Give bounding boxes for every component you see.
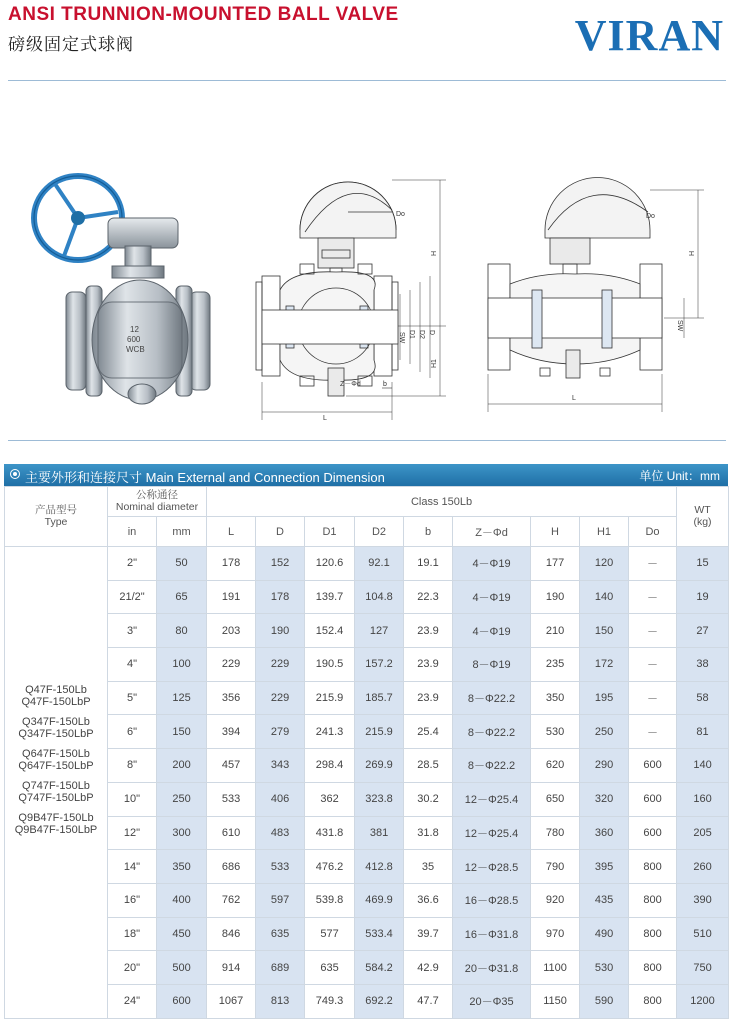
cell-h1: 490: [580, 917, 629, 951]
table-row: [5, 580, 729, 614]
cell-do: 800: [629, 883, 677, 917]
col-in: in: [108, 517, 157, 547]
cell-d: 533: [256, 850, 305, 884]
table-row: [5, 951, 729, 985]
cell-wt: 510: [677, 917, 729, 951]
cell-l: 394: [207, 715, 256, 749]
col-h1: H1: [580, 517, 629, 547]
table-row: [5, 782, 729, 816]
cell-b: 23.9: [404, 681, 453, 715]
cell-mm: 450: [157, 917, 207, 951]
cell-l: 356: [207, 681, 256, 715]
cell-in: 18": [108, 917, 157, 951]
col-d2: D2: [355, 517, 404, 547]
dimension-table: [4, 486, 729, 1019]
cell-d: 483: [256, 816, 305, 850]
cell-d: 229: [256, 681, 305, 715]
valve-photo: [34, 176, 210, 404]
type-item: Q47F-150Lb: [25, 684, 87, 696]
label-d-mid: D: [428, 330, 435, 336]
table-row: [5, 614, 729, 648]
cell-wt: 260: [677, 850, 729, 884]
table-row: [5, 984, 729, 1018]
cell-mm: 50: [157, 547, 207, 581]
type-item: Q347F-150Lb: [22, 716, 90, 729]
cell-h: 190: [531, 580, 580, 614]
label-d1-mid: D1: [408, 330, 415, 339]
cell-d1: 539.8: [305, 883, 355, 917]
cell-d2: 469.9: [355, 883, 404, 917]
cell-mm: 150: [157, 715, 207, 749]
cell-wt: 15: [677, 547, 729, 581]
cell-wt: 38: [677, 648, 729, 682]
valve-drawings: [0, 150, 730, 435]
cell-b: 36.6: [404, 883, 453, 917]
cell-d: 597: [256, 883, 305, 917]
col-mm: mm: [157, 517, 207, 547]
cell-in: 14": [108, 850, 157, 884]
label-do-mid: Do: [396, 211, 405, 218]
col-class-header: Class 150Lb: [207, 487, 677, 517]
cell-wt: 160: [677, 782, 729, 816]
cell-h: 780: [531, 816, 580, 850]
cell-d1: 635: [305, 951, 355, 985]
col-nominal-cn: 公称通径: [136, 488, 178, 501]
cell-d: 343: [256, 749, 305, 783]
cell-h1: 590: [580, 984, 629, 1018]
cell-in: 3": [108, 614, 157, 648]
cell-b: 28.5: [404, 749, 453, 783]
cell-in: 6": [108, 715, 157, 749]
cell-h1: 290: [580, 749, 629, 783]
cell-do: 600: [629, 749, 677, 783]
cell-do: 600: [629, 816, 677, 850]
cell-b: 23.9: [404, 614, 453, 648]
label-h-mid: H: [431, 250, 438, 256]
label-h-right: H: [689, 250, 696, 256]
cell-h1: 435: [580, 883, 629, 917]
cell-z: 4－Φ19: [453, 547, 531, 581]
cell-z: 4－Φ19: [453, 580, 531, 614]
cell-h: 1150: [531, 984, 580, 1018]
cell-d: 813: [256, 984, 305, 1018]
cell-d2: 323.8: [355, 782, 404, 816]
cell-h1: 360: [580, 816, 629, 850]
cell-d: 229: [256, 648, 305, 682]
cell-d2: 215.9: [355, 715, 404, 749]
table-row: [5, 648, 729, 682]
cell-mm: 500: [157, 951, 207, 985]
col-d: D: [256, 517, 305, 547]
cell-wt: 58: [677, 681, 729, 715]
cell-wt: 19: [677, 580, 729, 614]
cell-b: 30.2: [404, 782, 453, 816]
cell-h1: 320: [580, 782, 629, 816]
cell-h: 210: [531, 614, 580, 648]
cell-d2: 157.2: [355, 648, 404, 682]
cell-wt: 27: [677, 614, 729, 648]
cell-h1: 172: [580, 648, 629, 682]
cell-mm: 200: [157, 749, 207, 783]
brand-logo: VIRAN: [574, 11, 724, 60]
cell-mm: 400: [157, 883, 207, 917]
cell-mm: 300: [157, 816, 207, 850]
cell-wt: 81: [677, 715, 729, 749]
section-bar: [4, 464, 728, 486]
cell-d: 178: [256, 580, 305, 614]
cell-in: 4": [108, 648, 157, 682]
cell-d: 689: [256, 951, 305, 985]
table-row: [5, 917, 729, 951]
col-wt-header: [677, 487, 729, 547]
cell-h1: 195: [580, 681, 629, 715]
cell-d1: 152.4: [305, 614, 355, 648]
cell-mm: 350: [157, 850, 207, 884]
section-title: 主要外形和连接尺寸 Main External and Connection Dimension: [25, 470, 385, 485]
cell-do: 800: [629, 850, 677, 884]
cell-l: 533: [207, 782, 256, 816]
cell-in: 20": [108, 951, 157, 985]
type-item: Q9B47F-150LbP: [14, 823, 98, 836]
col-wt: WT: [694, 503, 711, 516]
label-b-mid: b: [383, 381, 387, 388]
type-item: Q747F-150LbP: [18, 791, 94, 804]
cell-z: 8－Φ22.2: [453, 681, 531, 715]
cell-mm: 100: [157, 648, 207, 682]
cell-do: －: [629, 681, 677, 715]
table-row: [5, 547, 729, 581]
cell-l: 846: [207, 917, 256, 951]
cell-z: 12－Φ25.4: [453, 816, 531, 850]
col-wt-unit: (kg): [693, 515, 712, 528]
cell-in: 16": [108, 883, 157, 917]
cell-wt: 390: [677, 883, 729, 917]
body-mark-1: 12: [130, 325, 139, 334]
cell-d1: 298.4: [305, 749, 355, 783]
cell-z: 20－Φ35: [453, 984, 531, 1018]
cell-l: 178: [207, 547, 256, 581]
type-item: Q647F-150LbP: [18, 759, 94, 772]
cell-l: 203: [207, 614, 256, 648]
cell-h1: 530: [580, 951, 629, 985]
cell-d: 279: [256, 715, 305, 749]
cell-b: 19.1: [404, 547, 453, 581]
cell-d1: 139.7: [305, 580, 355, 614]
type-list-cell: [5, 547, 108, 1019]
table-row: [5, 850, 729, 884]
cell-in: 8": [108, 749, 157, 783]
cell-l: 686: [207, 850, 256, 884]
label-do-right: Do: [646, 213, 655, 220]
cell-d1: 215.9: [305, 681, 355, 715]
label-sw-mid: SW: [398, 332, 405, 344]
cell-do: －: [629, 715, 677, 749]
header-divider: [8, 80, 726, 81]
cell-d1: 241.3: [305, 715, 355, 749]
cell-d2: 412.8: [355, 850, 404, 884]
cell-do: －: [629, 614, 677, 648]
label-l-right: L: [572, 395, 576, 402]
table-row: [5, 715, 729, 749]
cell-b: 42.9: [404, 951, 453, 985]
col-l: L: [207, 517, 256, 547]
cell-h: 970: [531, 917, 580, 951]
bullet-icon: [10, 469, 20, 479]
col-type-cn: 产品型号: [35, 503, 77, 516]
body-mark-3: WCB: [126, 345, 145, 354]
cell-in: 2": [108, 547, 157, 581]
cell-h: 235: [531, 648, 580, 682]
col-type-en: Type: [44, 515, 68, 528]
cell-do: 800: [629, 984, 677, 1018]
cell-wt: 140: [677, 749, 729, 783]
cell-do: 600: [629, 782, 677, 816]
cell-wt: 750: [677, 951, 729, 985]
cell-h1: 150: [580, 614, 629, 648]
cell-d: 190: [256, 614, 305, 648]
cell-d: 635: [256, 917, 305, 951]
cell-d2: 584.2: [355, 951, 404, 985]
cell-do: －: [629, 580, 677, 614]
page-title: ANSI TRUNNION-MOUNTED BALL VALVE: [8, 4, 399, 25]
cell-h1: 395: [580, 850, 629, 884]
cell-mm: 600: [157, 984, 207, 1018]
cell-b: 25.4: [404, 715, 453, 749]
cell-z: 12－Φ28.5: [453, 850, 531, 884]
cell-d2: 127: [355, 614, 404, 648]
cell-b: 47.7: [404, 984, 453, 1018]
table-row: [5, 749, 729, 783]
cell-b: 35: [404, 850, 453, 884]
cell-d2: 533.4: [355, 917, 404, 951]
cell-z: 4－Φ19: [453, 614, 531, 648]
cell-do: －: [629, 547, 677, 581]
cell-do: 800: [629, 951, 677, 985]
cell-h1: 120: [580, 547, 629, 581]
cell-mm: 65: [157, 580, 207, 614]
cell-d1: 749.3: [305, 984, 355, 1018]
cell-z: 8－Φ22.2: [453, 715, 531, 749]
cell-d1: 476.2: [305, 850, 355, 884]
cell-d2: 185.7: [355, 681, 404, 715]
page-subtitle-cn: 磅级固定式球阀: [8, 35, 134, 54]
side-drawing: [488, 178, 704, 413]
cell-h1: 250: [580, 715, 629, 749]
cell-h: 650: [531, 782, 580, 816]
cell-do: 800: [629, 917, 677, 951]
cell-in: 12": [108, 816, 157, 850]
type-item: Q9B47F-150Lb: [18, 812, 94, 825]
cell-mm: 125: [157, 681, 207, 715]
col-nominal-header: [108, 487, 207, 517]
body-mark-2: 600: [127, 335, 141, 344]
cell-d2: 381: [355, 816, 404, 850]
cell-z: 8－Φ19: [453, 648, 531, 682]
cell-b: 23.9: [404, 648, 453, 682]
col-do: Do: [629, 517, 677, 547]
section-divider: [8, 440, 726, 441]
table-row: [5, 883, 729, 917]
cell-d2: 92.1: [355, 547, 404, 581]
cell-z: 16－Φ28.5: [453, 883, 531, 917]
label-l-mid: L: [323, 415, 327, 422]
type-item: Q347F-150LbP: [18, 727, 94, 740]
cell-d: 406: [256, 782, 305, 816]
cell-l: 1067: [207, 984, 256, 1018]
cell-do: －: [629, 648, 677, 682]
cell-h: 350: [531, 681, 580, 715]
cell-b: 31.8: [404, 816, 453, 850]
cell-d1: 362: [305, 782, 355, 816]
col-h: H: [531, 517, 580, 547]
cell-in: 10": [108, 782, 157, 816]
table-row: [5, 816, 729, 850]
cell-d1: 431.8: [305, 816, 355, 850]
col-nominal-en: Nominal diameter: [115, 500, 199, 513]
cell-mm: 80: [157, 614, 207, 648]
col-type-header: [5, 487, 108, 547]
cell-h: 790: [531, 850, 580, 884]
cell-l: 610: [207, 816, 256, 850]
cell-l: 914: [207, 951, 256, 985]
col-z: Z－Φd: [453, 517, 531, 547]
cell-h: 620: [531, 749, 580, 783]
cell-z: 20－Φ31.8: [453, 951, 531, 985]
cell-d2: 692.2: [355, 984, 404, 1018]
cell-z: 8－Φ22.2: [453, 749, 531, 783]
cell-d2: 104.8: [355, 580, 404, 614]
cell-in: 5": [108, 681, 157, 715]
label-d2-mid: D2: [418, 330, 425, 339]
col-d1: D1: [305, 517, 355, 547]
cell-d1: 577: [305, 917, 355, 951]
cell-h: 1100: [531, 951, 580, 985]
cell-h1: 140: [580, 580, 629, 614]
table-row: [5, 681, 729, 715]
cell-h: 920: [531, 883, 580, 917]
type-item: Q47F-150LbP: [21, 695, 91, 708]
cell-l: 191: [207, 580, 256, 614]
type-item: Q647F-150Lb: [22, 748, 90, 761]
cell-d1: 120.6: [305, 547, 355, 581]
cell-z: 12－Φ25.4: [453, 782, 531, 816]
cell-d2: 269.9: [355, 749, 404, 783]
col-b: b: [404, 517, 453, 547]
cell-l: 229: [207, 648, 256, 682]
unit-label: 单位 Unit：mm: [639, 469, 720, 483]
cell-h: 177: [531, 547, 580, 581]
cell-in: 21/2": [108, 580, 157, 614]
cell-in: 24": [108, 984, 157, 1018]
cell-mm: 250: [157, 782, 207, 816]
cell-b: 39.7: [404, 917, 453, 951]
cell-l: 457: [207, 749, 256, 783]
label-h1-mid: H1: [431, 359, 438, 368]
type-item: Q747F-150Lb: [22, 780, 90, 793]
cell-wt: 205: [677, 816, 729, 850]
cell-d: 152: [256, 547, 305, 581]
cell-h: 530: [531, 715, 580, 749]
cell-z: 16－Φ31.8: [453, 917, 531, 951]
cell-d1: 190.5: [305, 648, 355, 682]
cell-wt: 1200: [677, 984, 729, 1018]
cell-l: 762: [207, 883, 256, 917]
label-sw-right: SW: [676, 320, 683, 332]
label-zphid-mid: Z－Φd: [340, 381, 361, 388]
cell-b: 22.3: [404, 580, 453, 614]
